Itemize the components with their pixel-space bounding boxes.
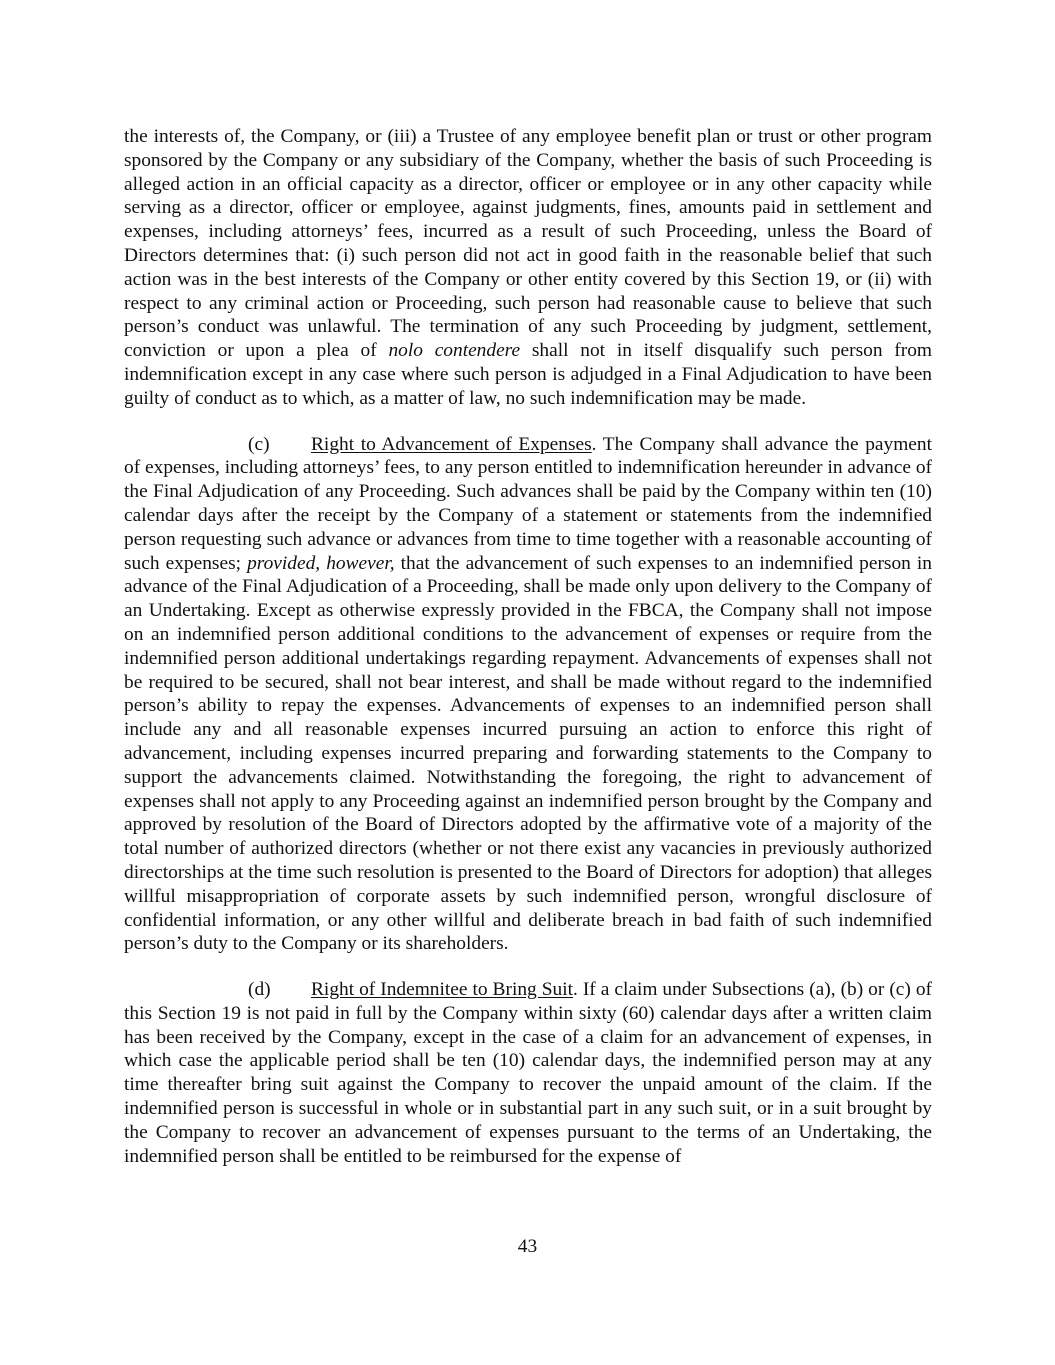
paragraph-c-heading: Right to Advancement of Expenses xyxy=(311,433,592,455)
paragraph-c xyxy=(124,433,932,957)
paragraph-d-label: (d) xyxy=(248,979,271,1001)
paragraph-c-text-part2: that the advancement of such expenses to an indemnified person in advance of the Final Adjudication of a Proceeding, shall be made only upon delivery to the Company of an Undertaking. Except as otherwise expressly provided in the FBCA, the Company shall not impose on an indemnified person additional conditions to the advancement of expenses or require from the indemnified person additional undertakings regarding repayment. Advancements of expenses shall not be required to be secured, shall not bear interest, and shall be made without regard to the indemnified person’s ability to repay the expenses. Advancements of expenses to an indemnified person shall include any and all reasonable expenses incurred pursuing an action to enforce this right of advancement, including expenses incurred preparing and forwarding statements to the Company to support the advancements claimed. Notwithstanding the foregoing, the right to advancement of expenses shall not apply to any Proceeding against an indemnified person brought by the Company and approved by resolution of the Board of Directors adopted by the affirmative vote of a majority of the total number of authorized directors (whether or not there exist any vacancies in previously authorized directorships at the time such resolution is presented to the Board of Directors for adoption) that alleges willful misappropriation of corporate assets by such indemnified person, wrongful disclosure of confidential information, or any other willful and deliberate breach in bad faith of such indemnified person’s duty to the Company or its shareholders. xyxy=(124,552,932,955)
paragraph-c-label: (c) xyxy=(248,433,270,455)
paragraph-d-heading: Right of Indemnitee to Bring Suit xyxy=(311,979,573,1001)
paragraph-d xyxy=(124,978,932,1168)
paragraph-b-text-part2: shall not in itself disqualify such person from indemnification except in any case where such person is adjudged in a Final Adjudication to have been guilty of conduct as to which, as a matter of law, no such indemnification may be made. xyxy=(124,340,932,409)
paragraph-b-continuation xyxy=(124,125,932,411)
paragraph-c-italic-phrase: provided, however, xyxy=(247,552,395,574)
document-page xyxy=(124,125,932,1190)
paragraph-b-italic-term: nolo contendere xyxy=(388,340,521,362)
page-number: 43 xyxy=(517,1236,538,1257)
paragraph-d-text: . If a claim under Subsections (a), (b) or (c) of this Section 19 is not paid in full by the Company within sixty (60) calendar days after a written claim has been received by the Company, except in the case of a claim for an advancement of expenses, in which case the applicable period shall be ten (10) calendar days, the indemnified person may at any time thereafter bring suit against the Company to recover the unpaid amount of the claim. If the indemnified person is successful in whole or in substantial part in any such suit, or in a suit brought by the Company to recover an advancement of expenses pursuant to the terms of an Undertaking, the indemnified person shall be entitled to be reimbursed for the expense of xyxy=(124,979,933,1167)
paragraph-b-text-part1: the interests of, the Company, or (iii) a Trustee of any employee benefit plan or trust or other program sponsored by the Company or any subsidiary of the Company, whether the basis of such Proceeding is alleged action in an official capacity as a director, officer or employee or in any other capacity while serving as a director, officer or employee, against judgments, fines, amounts paid in settlement and expenses, including attorneys’ fees, incurred as a result of such Proceeding, unless the Board of Directors determines that: (i) such person did not act in good faith in the reasonable belief that such action was in the best interests of the Company or other entity covered by this Section 19, or (ii) with respect to any criminal action or Proceeding, such person had reasonable cause to believe that such person’s conduct was unlawful. The termination of any such Proceeding by judgment, settlement, conviction or upon a plea of xyxy=(124,126,932,362)
paragraph-c-text-part1: . The Company shall advance the payment of expenses, including attorneys’ fees, to any person entitled to indemnification hereunder in advance of the Final Adjudication of any Proceeding. Such advances shall be paid by the Company within ten (10) calendar days after the receipt by the Company of a statement or statements from the indemnified person requesting such advance or advances from time to time together with a reasonable accounting of such expenses; xyxy=(124,433,932,574)
